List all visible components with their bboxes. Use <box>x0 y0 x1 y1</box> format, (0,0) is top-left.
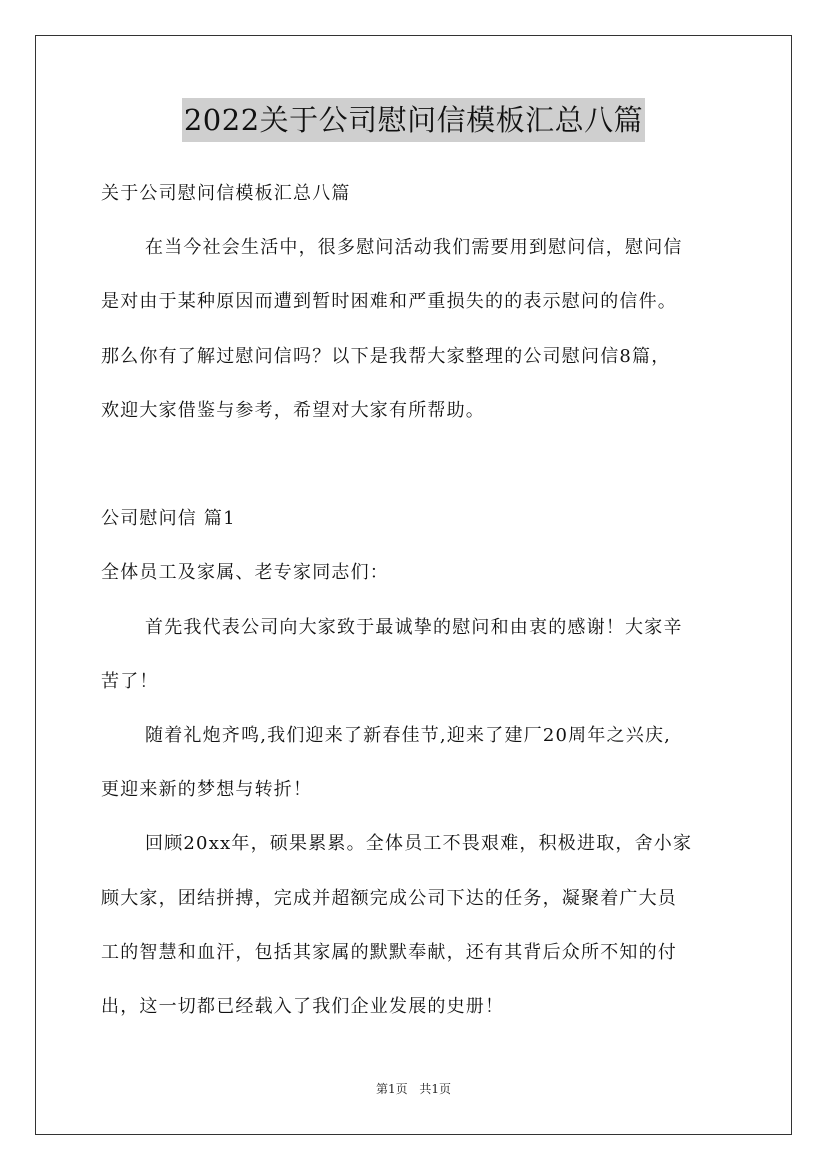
paragraph-line: 那么你有了解过慰问信吗？以下是我帮大家整理的公司慰问信8篇， <box>101 346 671 367</box>
title-container <box>0 98 827 142</box>
paragraph-line: 更迎来新的梦想与转折！ <box>101 779 313 800</box>
paragraph-line: 工的智慧和血汗，包括其家属的默默奉献，还有其背后众所不知的付 <box>101 942 677 963</box>
paragraph-line: 首先我代表公司向大家致于最诚挚的慰问和由衷的感谢！大家辛 <box>145 617 683 638</box>
paragraph-line: 回顾20xx年，硕果累累。全体员工不畏艰难，积极进取，舍小家 <box>145 833 693 854</box>
paragraph-line: 顾大家，团结拼搏，完成并超额完成公司下达的任务，凝聚着广大员 <box>101 888 677 909</box>
document-title: 2022关于公司慰问信模板汇总八篇 <box>182 98 645 142</box>
salutation-line: 全体员工及家属、老专家同志们： <box>101 562 389 583</box>
paragraph-line: 是对由于某种原因而遭到暂时困难和严重损失的的表示慰问的信件。 <box>101 291 677 312</box>
paragraph-line: 随着礼炮齐鸣,我们迎来了新春佳节,迎来了建厂20周年之兴庆, <box>145 725 672 746</box>
paragraph-line: 欢迎大家借鉴与参考，希望对大家有所帮助。 <box>101 400 485 421</box>
paragraph-line: 苦了！ <box>101 671 159 692</box>
section-heading: 公司慰问信 篇1 <box>101 508 236 529</box>
page-number-current: 第1页 <box>375 1082 408 1096</box>
paragraph-line: 在当今社会生活中，很多慰问活动我们需要用到慰问信，慰问信 <box>145 237 683 258</box>
page-footer <box>0 1081 827 1097</box>
paragraph-line: 出，这一切都已经载入了我们企业发展的史册！ <box>101 996 505 1017</box>
page-number-total: 共1页 <box>419 1082 452 1096</box>
subtitle-line: 关于公司慰问信模板汇总八篇 <box>101 183 351 204</box>
